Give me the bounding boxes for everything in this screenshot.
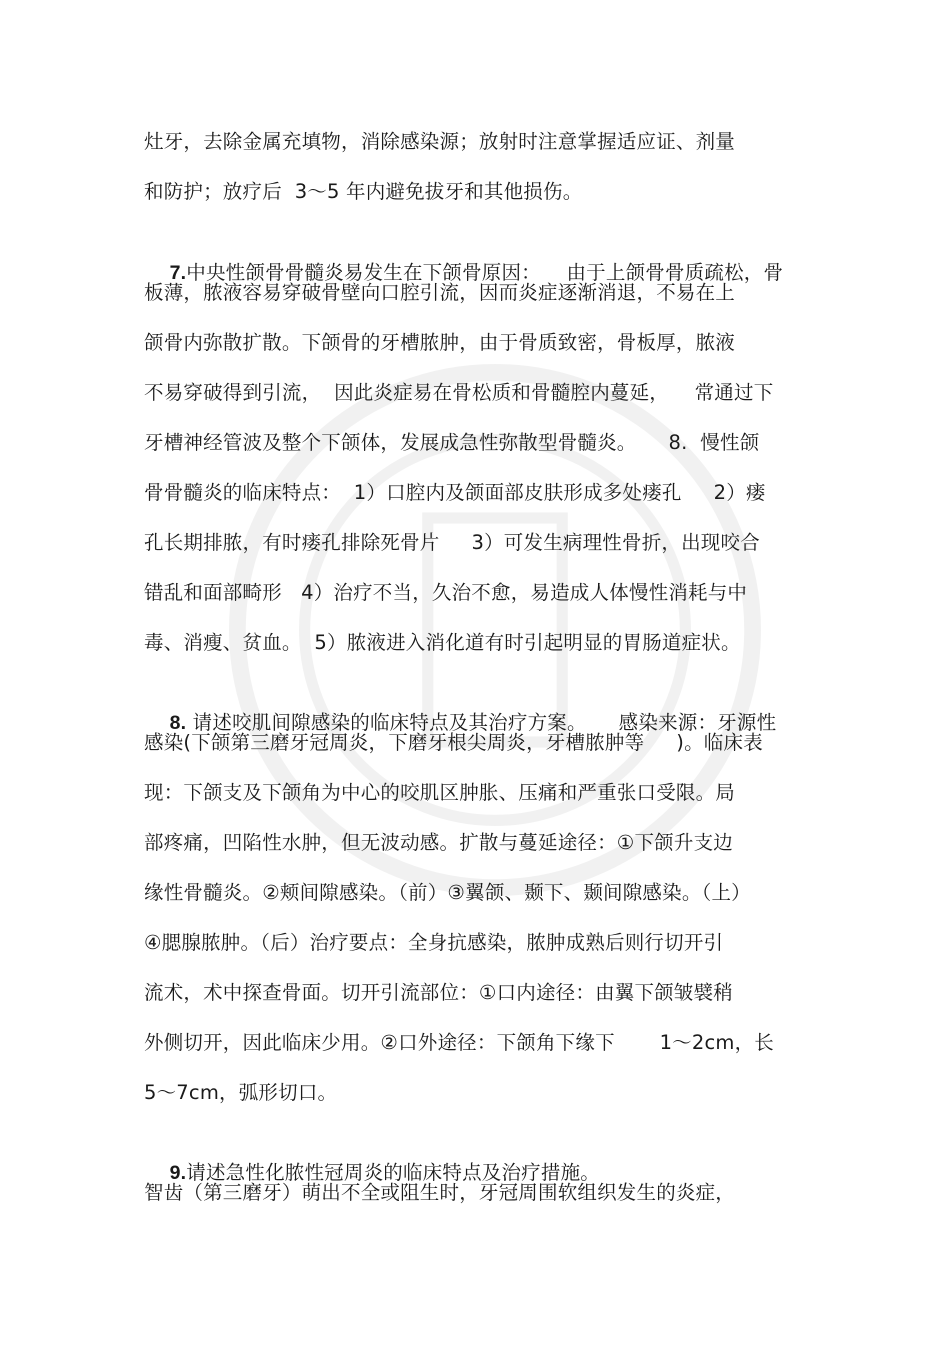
text-line-14: 现：下颌支及下颌角为中心的咬肌区肿胀、压痛和严重张口受限。局 (144, 781, 736, 804)
text-line-13: 感染(下颌第三磨牙冠周炎，下磨牙根尖周炎，牙槽脓肿等 )。临床表 (144, 731, 763, 754)
text-line-8: 骨骨髓炎的临床特点： 1）口腔内及颌面部皮肤形成多处瘘孔 2）瘘 (144, 481, 766, 504)
text-line-21 (144, 1128, 600, 1184)
text-line-5: 颌骨内弥散扩散。下颌骨的牙槽脓肿，由于骨质致密，骨板厚，脓液 (144, 331, 736, 354)
text-line-11: 毒、消瘦、贫血。 5）脓液进入消化道有时引起明显的胃肠道症状。 (144, 631, 741, 654)
text-line-9: 孔长期排脓，有时瘘孔排除死骨片 3）可发生病理性骨折，出现咬合 (144, 531, 760, 554)
text-line-22: 智齿（第三磨牙）萌出不全或阻生时，牙冠周围软组织发生的炎症， (144, 1181, 736, 1204)
text-line-15: 部疼痛，凹陷性水肿，但无波动感。扩散与蔓延途径：①下颌升支边 (144, 831, 733, 854)
section-number: 8. (169, 712, 187, 734)
text-line-4: 板薄，脓液容易穿破骨壁向口腔引流，因而炎症逐渐消退，不易在上 (144, 281, 736, 304)
section-heading-text: 请述急性化脓性冠周炎的临床特点及治疗措施。 (186, 1161, 600, 1184)
section-number: 7. (169, 262, 187, 284)
text-line-2: 和防护；放疗后 3～5 年内避免拔牙和其他损伤。 (144, 180, 583, 203)
text-line-18: 流术，术中探查骨面。切开引流部位：①口内途径：由翼下颌皱襞稍 (144, 981, 733, 1004)
text-line-3 (144, 228, 784, 284)
text-line-1: 灶牙，去除金属充填物，消除感染源；放射时注意掌握适应证、剂量 (144, 130, 736, 153)
text-line-7: 牙槽神经管波及整个下颌体，发展成急性弥散型骨髓炎。 8. 慢性颌 (144, 431, 760, 454)
text-line-12 (144, 678, 777, 734)
text-line-16: 缘性骨髓炎。②颊间隙感染。（前）③翼颌、颞下、颞间隙感染。（上） (144, 881, 751, 904)
section-number: 9. (169, 1162, 187, 1184)
text-line-10: 错乱和面部畸形 4）治疗不当，久治不愈，易造成人体慢性消耗与中 (144, 581, 748, 604)
section-heading-text: 请述咬肌间隙感染的临床特点及其治疗方案。 感染来源：牙源性 (186, 711, 777, 734)
text-line-19: 外侧切开，因此临床少用。②口外途径：下颌角下缘下 1～2cm，长 (144, 1031, 775, 1054)
section-heading-text: 中央性颌骨骨髓炎易发生在下颌骨原因： 由于上颌骨骨质疏松，骨 (186, 261, 784, 284)
text-line-17: ④腮腺脓肿。（后）治疗要点：全身抗感染，脓肿成熟后则行切开引 (144, 931, 724, 954)
text-line-6: 不易穿破得到引流， 因此炎症易在骨松质和骨髓腔内蔓延， 常通过下 (144, 381, 774, 404)
text-line-20: 5～7cm，弧形切口。 (144, 1081, 338, 1104)
